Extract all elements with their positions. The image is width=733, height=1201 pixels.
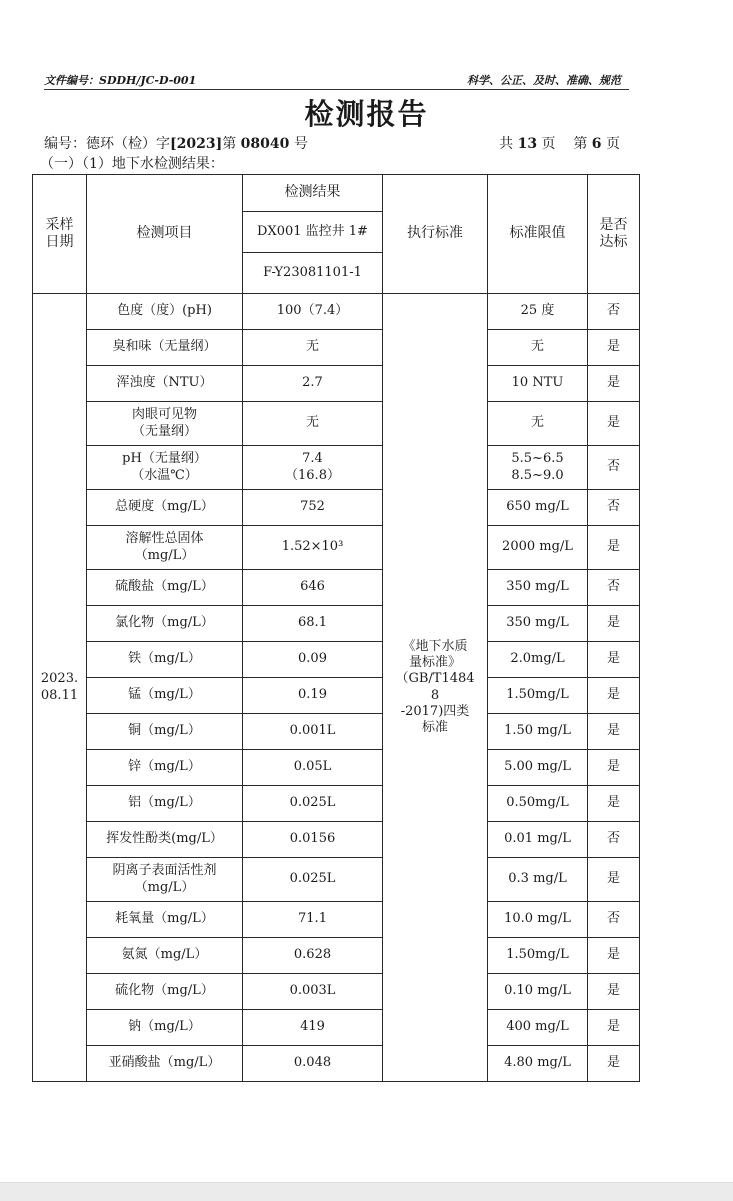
table-row: [33, 1010, 640, 1046]
test-item-cell: 耗氧量（mg/L）: [87, 902, 243, 938]
table-row: [33, 902, 640, 938]
test-result-cell: 68.1: [243, 606, 383, 642]
test-result-cell: 无: [243, 402, 383, 446]
test-result-cell: 0.048: [243, 1046, 383, 1082]
limit-cell: 1.50 mg/L: [488, 714, 588, 750]
table-row: [33, 822, 640, 858]
limit-cell: 25 度: [488, 294, 588, 330]
limit-cell: 10.0 mg/L: [488, 902, 588, 938]
test-result-cell: 752: [243, 490, 383, 526]
test-item-cell: 锰（mg/L）: [87, 678, 243, 714]
header-motto: 科学、公正、及时、准确、规范: [467, 74, 621, 87]
test-item-cell: 亚硝酸盐（mg/L）: [87, 1046, 243, 1082]
table-row: [33, 402, 640, 446]
header-limit: 标准限值: [488, 175, 588, 294]
table-row: [33, 526, 640, 570]
compliance-cell: 是: [588, 606, 640, 642]
limit-cell: 0.50mg/L: [488, 786, 588, 822]
page-count: [499, 133, 620, 153]
report-year: [2023]: [170, 136, 223, 152]
test-item-cell: 氯化物（mg/L）: [87, 606, 243, 642]
limit-cell: 2.0mg/L: [488, 642, 588, 678]
limit-cell: 0.3 mg/L: [488, 858, 588, 902]
test-result-cell: 0.05L: [243, 750, 383, 786]
limit-cell: 无: [488, 402, 588, 446]
limit-cell: 10 NTU: [488, 366, 588, 402]
limit-cell: 无: [488, 330, 588, 366]
test-result-cell: 0.025L: [243, 786, 383, 822]
header-divider: [44, 89, 629, 90]
report-number-suffix: 号: [293, 136, 308, 152]
table-row: [33, 786, 640, 822]
report-number: [44, 133, 308, 153]
compliance-cell: 否: [588, 294, 640, 330]
test-item-cell: 总硬度（mg/L）: [87, 490, 243, 526]
test-item-cell: 铁（mg/L）: [87, 642, 243, 678]
bottom-strip: [0, 1182, 733, 1201]
compliance-cell: 是: [588, 786, 640, 822]
test-result-cell: 71.1: [243, 902, 383, 938]
compliance-cell: 是: [588, 858, 640, 902]
limit-cell: 5.00 mg/L: [488, 750, 588, 786]
limit-cell: 1.50mg/L: [488, 938, 588, 974]
table-header: [33, 175, 640, 294]
test-result-cell: 100（7.4）: [243, 294, 383, 330]
header-test-result: 检测结果: [243, 175, 383, 212]
limit-cell: 0.10 mg/L: [488, 974, 588, 1010]
table-row: [33, 750, 640, 786]
header-standard: 执行标准: [383, 175, 488, 294]
test-item-cell: 臭和味（无量纲）: [87, 330, 243, 366]
table-row: [33, 490, 640, 526]
test-result-cell: 0.001L: [243, 714, 383, 750]
table-row: [33, 330, 640, 366]
table-row: [33, 938, 640, 974]
header-compliance: 是否达标: [588, 175, 640, 294]
compliance-cell: 是: [588, 938, 640, 974]
standard-cell: 《地下水质 量标准》 （GB/T1484 8 -2017)四类 标准: [383, 294, 488, 1082]
test-item-cell: 氨氮（mg/L）: [87, 938, 243, 974]
compliance-cell: 否: [588, 490, 640, 526]
test-result-cell: 无: [243, 330, 383, 366]
compliance-cell: 是: [588, 1010, 640, 1046]
compliance-cell: 是: [588, 714, 640, 750]
compliance-cell: 否: [588, 446, 640, 490]
limit-cell: 350 mg/L: [488, 606, 588, 642]
compliance-cell: 是: [588, 974, 640, 1010]
table-row: [33, 714, 640, 750]
limit-cell: 5.5~6.5 8.5~9.0: [488, 446, 588, 490]
report-number-mid: 第: [222, 136, 237, 152]
test-item-cell: 铜（mg/L）: [87, 714, 243, 750]
compliance-cell: 是: [588, 678, 640, 714]
test-result-cell: 646: [243, 570, 383, 606]
header-well-name: DX001 监控井 1#: [243, 212, 383, 253]
table-row: [33, 974, 640, 1010]
test-result-cell: 7.4 （16.8）: [243, 446, 383, 490]
test-result-cell: 0.025L: [243, 858, 383, 902]
limit-cell: 650 mg/L: [488, 490, 588, 526]
compliance-cell: 是: [588, 330, 640, 366]
test-item-cell: 铝（mg/L）: [87, 786, 243, 822]
report-number-label: 编号：德环（检）字: [44, 136, 170, 152]
table-row: [33, 294, 640, 330]
table-row: [33, 446, 640, 490]
table-row: [33, 642, 640, 678]
compliance-cell: 否: [588, 570, 640, 606]
test-item-cell: 锌（mg/L）: [87, 750, 243, 786]
compliance-cell: 否: [588, 822, 640, 858]
test-item-cell: 浑浊度（NTU）: [87, 366, 243, 402]
test-item-cell: 肉眼可见物 （无量纲）: [87, 402, 243, 446]
limit-cell: 0.01 mg/L: [488, 822, 588, 858]
table-row: [33, 606, 640, 642]
test-item-cell: 溶解性总固体 （mg/L）: [87, 526, 243, 570]
test-result-cell: 0.09: [243, 642, 383, 678]
test-item-cell: 色度（度）(pH): [87, 294, 243, 330]
total-pages-prefix: 共: [499, 136, 514, 152]
table-body: [33, 294, 640, 1082]
header-sample-id: F-Y23081101-1: [243, 253, 383, 294]
test-result-cell: 0.628: [243, 938, 383, 974]
test-result-cell: 0.19: [243, 678, 383, 714]
limit-cell: 4.80 mg/L: [488, 1046, 588, 1082]
sample-date-cell: 2023. 08.11: [33, 294, 87, 1082]
table-row: [33, 570, 640, 606]
test-result-cell: 0.003L: [243, 974, 383, 1010]
document-number: 文件编号：SDDH/JC-D-001: [44, 74, 197, 87]
compliance-cell: 否: [588, 902, 640, 938]
limit-cell: 1.50mg/L: [488, 678, 588, 714]
test-item-cell: 钠（mg/L）: [87, 1010, 243, 1046]
compliance-cell: 是: [588, 366, 640, 402]
compliance-cell: 是: [588, 1046, 640, 1082]
header-sample-date: 采样日期: [33, 175, 87, 294]
test-item-cell: pH（无量纲） （水温℃）: [87, 446, 243, 490]
section-title: （一）（1）地下水检测结果：: [40, 156, 224, 172]
compliance-cell: 是: [588, 402, 640, 446]
total-pages: 13: [517, 136, 538, 152]
report-number-value: 08040: [240, 136, 290, 152]
table-row: [33, 1046, 640, 1082]
limit-cell: 350 mg/L: [488, 570, 588, 606]
page-title: 检测报告: [304, 97, 429, 131]
test-result-cell: 0.0156: [243, 822, 383, 858]
table-row: [33, 366, 640, 402]
test-result-cell: 419: [243, 1010, 383, 1046]
test-item-cell: 挥发性酚类(mg/L）: [87, 822, 243, 858]
limit-cell: 400 mg/L: [488, 1010, 588, 1046]
test-result-cell: 2.7: [243, 366, 383, 402]
page-number-suffix: 页: [606, 136, 620, 152]
compliance-cell: 是: [588, 750, 640, 786]
compliance-cell: 是: [588, 642, 640, 678]
test-item-cell: 硫酸盐（mg/L）: [87, 570, 243, 606]
test-item-cell: 阴离子表面活性剂 （mg/L）: [87, 858, 243, 902]
page-number-prefix: 第: [573, 136, 588, 152]
page-number: 6: [591, 136, 602, 152]
header-test-item: 检测项目: [87, 175, 243, 294]
test-result-cell: 1.52×10³: [243, 526, 383, 570]
table-row: [33, 858, 640, 902]
table-row: [33, 678, 640, 714]
test-item-cell: 硫化物（mg/L）: [87, 974, 243, 1010]
groundwater-results-table: [32, 174, 640, 1082]
limit-cell: 2000 mg/L: [488, 526, 588, 570]
compliance-cell: 是: [588, 526, 640, 570]
total-pages-suffix: 页: [541, 136, 556, 152]
